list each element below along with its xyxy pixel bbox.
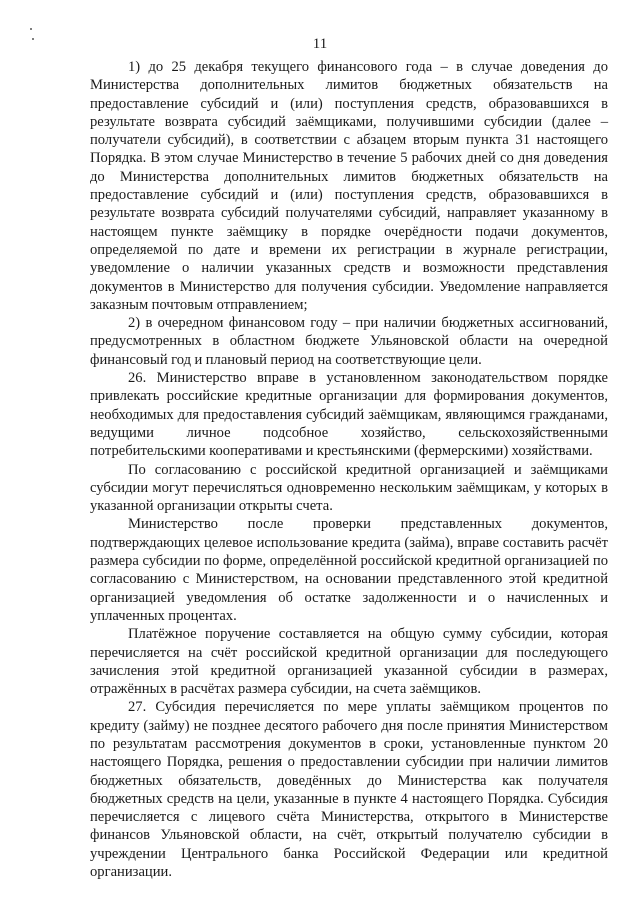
- paragraph: 26. Министерство вправе в установленном законодательством порядке привлекать российские кредитные организации для формирования документов, необходимых для предоставления субсидий заёмщикам, являющимся гражданами, ведущими личное подсобное хозяйство, сельскохозяйственными потребительскими кооперативами и крестьянскими (фермерскими) хозяйствами.: [90, 370, 608, 460]
- document-body: [90, 58, 608, 881]
- paragraph: Министерство после проверки представленных документов, подтверждающих целевое использование кредита (займа), вправе составить расчёт размера субсидии по форме, определённой российской кредитной организацией по согласованию с Министерством, на основании представленного этой кредитной организацией уведомления об остатке задолженности и о начисленных и уплаченных процентах.: [90, 516, 608, 624]
- paragraph: 1) до 25 декабря текущего финансового года – в случае доведения до Министерства дополнительных лимитов бюджетных обязательств на предоставление субсидий и (или) поступления средств, образовавшихся в результате возврата субсидий заёмщиками, получившими субсидии (далее – получатели субсидий), в соответствии с абзацем вторым пункта 31 настоящего Порядка. В этом случае Министерство в течение 5 рабочих дней со дня доведения до Министерства дополнительных лимитов бюджетных обязательств на предоставление субсидий и (или) поступления средств, образовавшихся в результате возврата субсидий получателями субсидий, направляет указанному в настоящем пункте заёмщику в порядке очерёдности подачи документов, определяемой по дате и времени их регистрации в журнале регистрации, уведомление о наличии указанных средств и возможности представления документов в Министерство для получения субсидии. Уведомление направляется заказным почтовым отправлением;: [90, 59, 608, 313]
- paragraph: 27. Субсидия перечисляется по мере уплаты заёмщиком процентов по кредиту (займу) не позднее десятого рабочего дня после принятия Министерством по результатам рассмотрения документов в сроки, установленные пунктом 20 настоящего Порядка, решения о предоставлении субсидии при наличии лимитов бюджетных обязательств, доведённых до Министерства как получателя бюджетных средств на цели, указанные в пункте 4 настоящего Порядка. Субсидия перечисляется с лицевого счёта Министерства, открытого в Министерстве финансов Ульяновской области, на счёт, открытый получателю субсидии в учреждении Центрального банка Российской Федерации или кредитной организации.: [90, 699, 608, 881]
- paragraph: По согласованию с российской кредитной организацией и заёмщиками субсидии могут перечисляться одновременно нескольким заёмщикам, у которых в указанной организации открыты счета.: [90, 461, 608, 515]
- page-number: 11: [312, 36, 328, 52]
- paragraph: Платёжное поручение составляется на общую сумму субсидии, которая перечисляется на счёт российской кредитной организации для последующего зачисления этой кредитной организацией указанной субсидии в размерах, отражённых в расчётах размера субсидии, на счета заёмщиков.: [90, 626, 608, 698]
- scan-speck: [30, 28, 32, 30]
- paragraph: 2) в очередном финансовом году – при наличии бюджетных ассигнований, предусмотренных в областном бюджете Ульяновской области на очередной финансовый год и плановый период на соответствующие цели.: [90, 315, 608, 368]
